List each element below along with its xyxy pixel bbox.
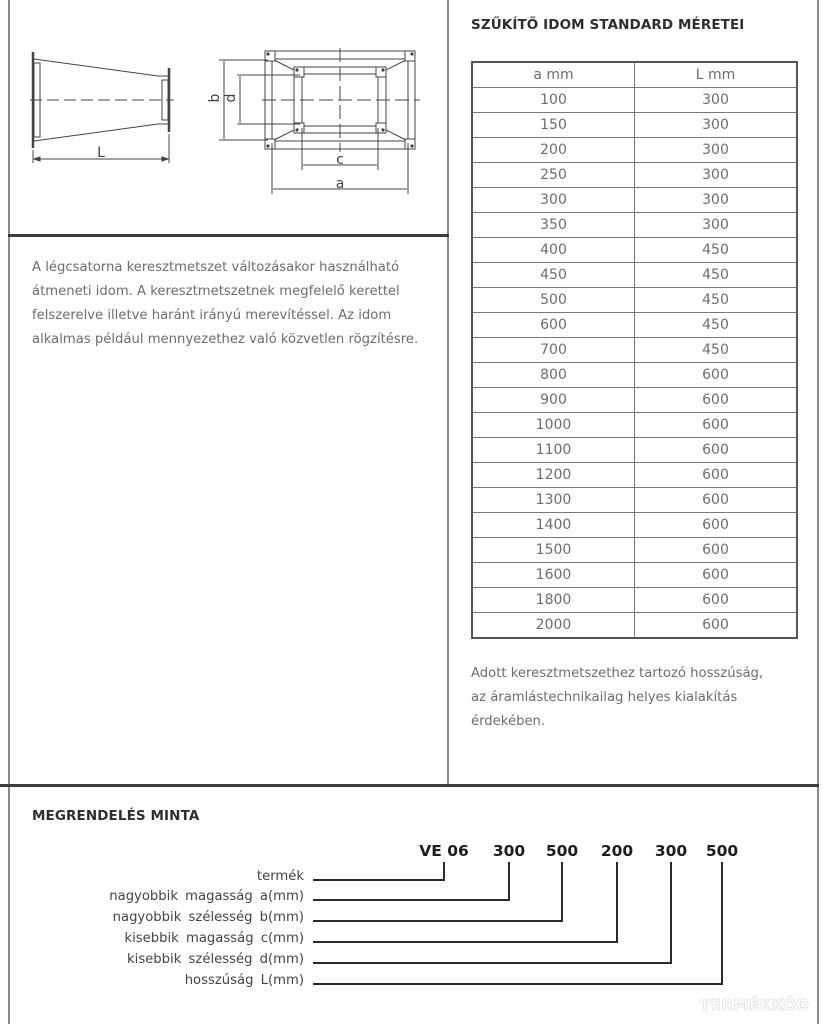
cell-L-mm: 600 (635, 538, 798, 563)
table-row (472, 363, 797, 388)
table-row (472, 313, 797, 338)
table-row (472, 113, 797, 138)
table-row (472, 613, 797, 639)
cell-L-mm: 600 (635, 413, 798, 438)
cell-a-mm: 100 (472, 88, 635, 113)
label-smaller-height: kisebbik magasság c(mm) (124, 931, 304, 946)
description-line: A légcsatorna keresztmetszet változásakor használható (32, 260, 400, 275)
table-row (472, 188, 797, 213)
code-L: 500 (705, 842, 739, 860)
label-larger-height: nagyobbik magasság a(mm) (109, 889, 304, 904)
cell-L-mm: 300 (635, 88, 798, 113)
cell-a-mm: 250 (472, 163, 635, 188)
standard-sizes-title: SZŰKÍTŐ IDOM STANDARD MÉRETEI (471, 17, 745, 33)
table-row (472, 388, 797, 413)
cell-L-mm: 450 (635, 263, 798, 288)
cell-L-mm: 600 (635, 513, 798, 538)
table-row (472, 88, 797, 113)
table-row (472, 488, 797, 513)
cell-L-mm: 300 (635, 138, 798, 163)
table-row (472, 563, 797, 588)
cell-L-mm: 450 (635, 288, 798, 313)
description-line: átmeneti idom. A keresztmetszetnek megfelelő kerettel (32, 284, 400, 299)
cell-a-mm: 1300 (472, 488, 635, 513)
column-header-L: L mm (635, 62, 798, 88)
cell-a-mm: 1000 (472, 413, 635, 438)
cell-a-mm: 800 (472, 363, 635, 388)
leader-line-a (313, 862, 509, 900)
cell-a-mm: 1800 (472, 588, 635, 613)
cell-L-mm: 300 (635, 163, 798, 188)
cell-a-mm: 300 (472, 188, 635, 213)
table-row (472, 538, 797, 563)
page-border-right (817, 0, 819, 1024)
table-row (472, 438, 797, 463)
code-c: 200 (600, 842, 634, 860)
table-row (472, 463, 797, 488)
note-line: az áramlástechnikailag helyes kialakítás (471, 690, 738, 705)
leader-line-product (313, 862, 444, 880)
table-row (472, 413, 797, 438)
table-row (472, 163, 797, 188)
dimension-label-L: L (97, 145, 105, 161)
cell-L-mm: 450 (635, 238, 798, 263)
cell-L-mm: 450 (635, 313, 798, 338)
cell-L-mm: 450 (635, 338, 798, 363)
description-line: alkalmas például mennyezethez való közvetlen rögzítésre. (32, 332, 419, 347)
cell-a-mm: 900 (472, 388, 635, 413)
front-view (219, 48, 420, 194)
leader-line-L (313, 862, 722, 984)
column-header-a: a mm (472, 62, 635, 88)
standard-sizes-table (471, 61, 798, 639)
cell-L-mm: 300 (635, 188, 798, 213)
label-larger-width: nagyobbik szélesség b(mm) (112, 910, 304, 925)
table-row (472, 238, 797, 263)
table-row (472, 338, 797, 363)
note-line: érdekében. (471, 714, 546, 729)
table-row (472, 213, 797, 238)
dimension-label-c: c (336, 152, 344, 168)
order-example-title: MEGRENDELÉS MINTA (32, 808, 200, 824)
cell-L-mm: 600 (635, 563, 798, 588)
code-d: 300 (654, 842, 688, 860)
code-a: 300 (492, 842, 526, 860)
cell-a-mm: 1400 (472, 513, 635, 538)
cell-a-mm: 450 (472, 263, 635, 288)
cell-a-mm: 1100 (472, 438, 635, 463)
cell-a-mm: 150 (472, 113, 635, 138)
cell-a-mm: 1500 (472, 538, 635, 563)
technical-drawing (0, 0, 450, 235)
cell-a-mm: 2000 (472, 613, 635, 639)
dimension-label-a: a (335, 176, 345, 192)
product-description (32, 256, 442, 352)
leader-line-c (313, 862, 617, 942)
cell-a-mm: 350 (472, 213, 635, 238)
cell-a-mm: 1600 (472, 563, 635, 588)
description-line: felszerelve illetve haránt irányú merevítéssel. Az idom (32, 308, 392, 323)
label-smaller-width: kisebbik szélesség d(mm) (127, 952, 304, 967)
dimension-label-b: b (207, 93, 223, 103)
code-b: 500 (545, 842, 579, 860)
cell-L-mm: 600 (635, 388, 798, 413)
leader-line-d (313, 862, 671, 963)
leader-line-b (313, 862, 562, 921)
table-row (472, 588, 797, 613)
cell-a-mm: 1200 (472, 463, 635, 488)
table-header-row (472, 62, 797, 88)
cell-a-mm: 500 (472, 288, 635, 313)
dimension-label-d: d (223, 93, 239, 103)
product-code-watermark: TERMÉKKÓD (700, 996, 810, 1014)
label-product: termék (256, 869, 304, 884)
note-line: Adott keresztmetszethez tartozó hosszúság, (471, 666, 764, 681)
cell-L-mm: 600 (635, 488, 798, 513)
cell-a-mm: 200 (472, 138, 635, 163)
table-row (472, 263, 797, 288)
cell-L-mm: 600 (635, 613, 798, 639)
cell-L-mm: 600 (635, 363, 798, 388)
cell-L-mm: 600 (635, 463, 798, 488)
cell-L-mm: 300 (635, 113, 798, 138)
label-length: hosszúság L(mm) (184, 973, 304, 988)
cell-a-mm: 700 (472, 338, 635, 363)
standard-sizes-note (471, 662, 801, 734)
cell-L-mm: 600 (635, 438, 798, 463)
table-row (472, 138, 797, 163)
cell-a-mm: 600 (472, 313, 635, 338)
table-row (472, 513, 797, 538)
cell-L-mm: 600 (635, 588, 798, 613)
table-row (472, 288, 797, 313)
cell-a-mm: 400 (472, 238, 635, 263)
section-divider-bottom (0, 784, 819, 787)
cell-L-mm: 300 (635, 213, 798, 238)
code-product: VE 06 (419, 842, 469, 860)
